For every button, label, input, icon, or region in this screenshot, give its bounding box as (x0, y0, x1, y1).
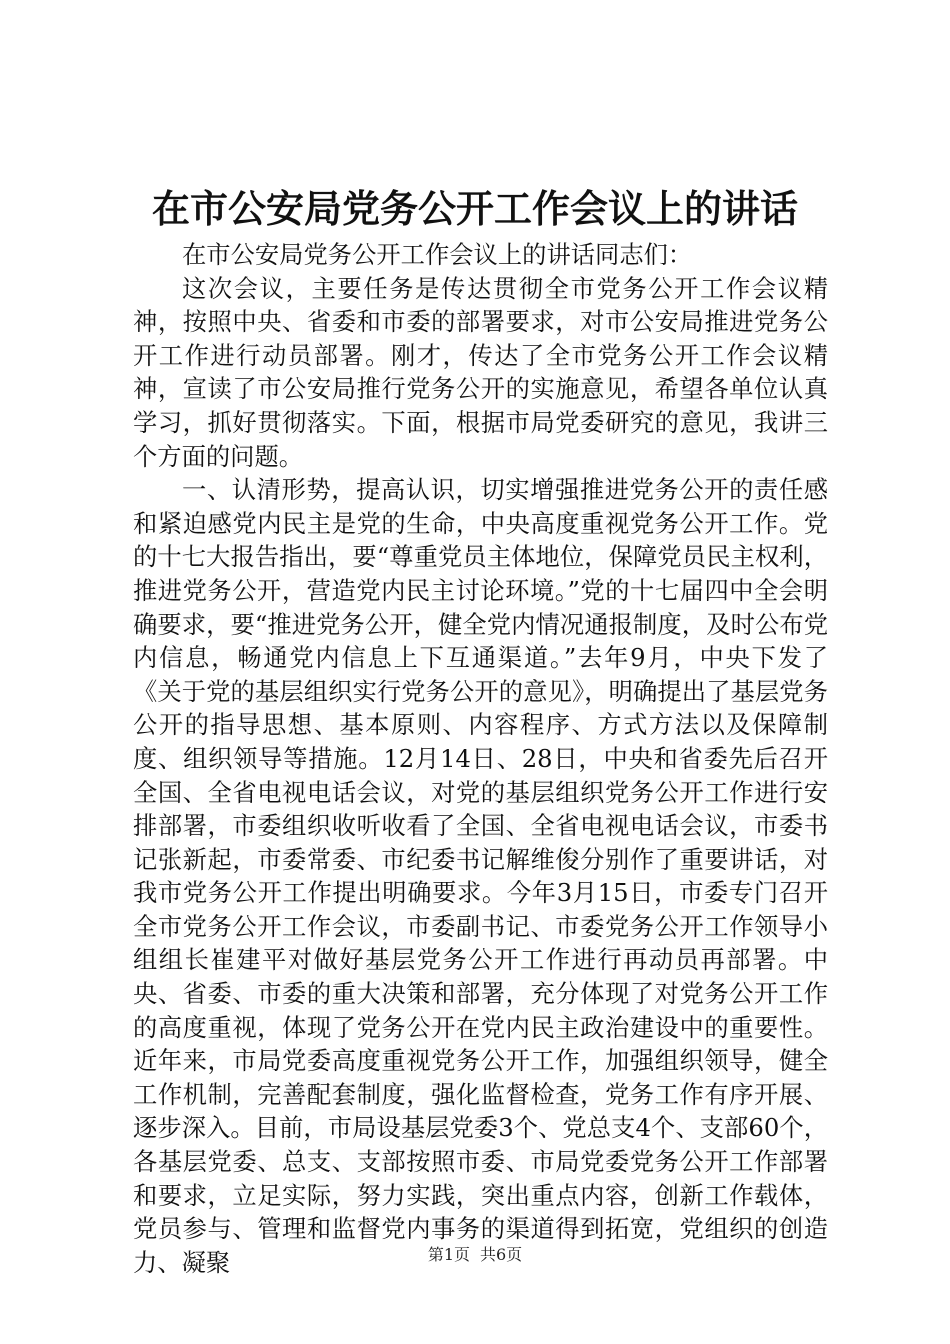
page-title: 在市公安局党务公开工作会议上的讲话 (151, 186, 798, 231)
page-total: 共6页 (480, 1245, 523, 1264)
paragraph-salutation: 在市公安局党务公开工作会议上的讲话同志们： (182, 240, 693, 269)
paragraph-intro: 这次会议，主要任务是传达贯彻全市党务公开工作会议精神，按照中央、省委和市委的部署要求，对市公安局推进党务公开工作进行动员部署。刚才，传达了全市党务公开工作会议精神，宣读了市公安局推行党务公开的实施意见，希望各单位认真学习，抓好贯彻落实。下面，根据市局党委研究的意见，我讲三个方面的问题。 (133, 273, 828, 471)
paragraph-section-one: 一、认清形势，提高认识，切实增强推进党务公开的责任感和紧迫感党内民主是党的生命，中央高度重视党务公开工作。党的十七大报告指出，要“尊重党员主体地位，保障党员民主权利，推进党务公开，营造党内民主讨论环境。”党的十七届四中全会明确要求，要“推进党务公开，健全党内情况通报制度，及时公布党内信息，畅通党内信息上下互通渠道。”去年9月，中央下发了《关于党的基层组织实行党务公开的意见》，明确提出了基层党务公开的指导思想、基本原则、内容程序、方式方法以及保障制度、组织领导等措施。12月14日、28日，中央和省委先后召开全国、全省电视电话会议，对党的基层组织党务公开工作进行安排部署，市委组织收听收看了全国、全省电视电话会议，市委书记张新起，市委常委、市纪委书记解维俊分别作了重要讲话，对我市党务公开工作提出明确要求。今年3月15日，市委专门召开全市党务公开工作会议，市委副书记、市委党务公开工作领导小组组长崔建平对做好基层党务公开工作进行再动员再部署。中央、省委、市委的重大决策和部署，充分体现了对党务公开工作的高度重视，体现了党务公开在党内民主政治建设中的重要性。近年来，市局党委高度重视党务公开工作，加强组织领导，健全工作机制，完善配套制度，强化监督检查，党务工作有序开展、逐步深入。目前，市局设基层党委3个、党总支4个、支部60个，各基层党委、总支、支部按照市委、市局党委党务公开工作部署和要求，立足实际，努力实践，突出重点内容，创新工作载体，党员参与、管理和监督党内事务的渠道得到拓宽，党组织的创造力、凝聚 (133, 475, 828, 1277)
document-body (133, 238, 828, 1279)
page-number: 第1页 (427, 1245, 470, 1264)
page-footer (0, 1244, 950, 1266)
